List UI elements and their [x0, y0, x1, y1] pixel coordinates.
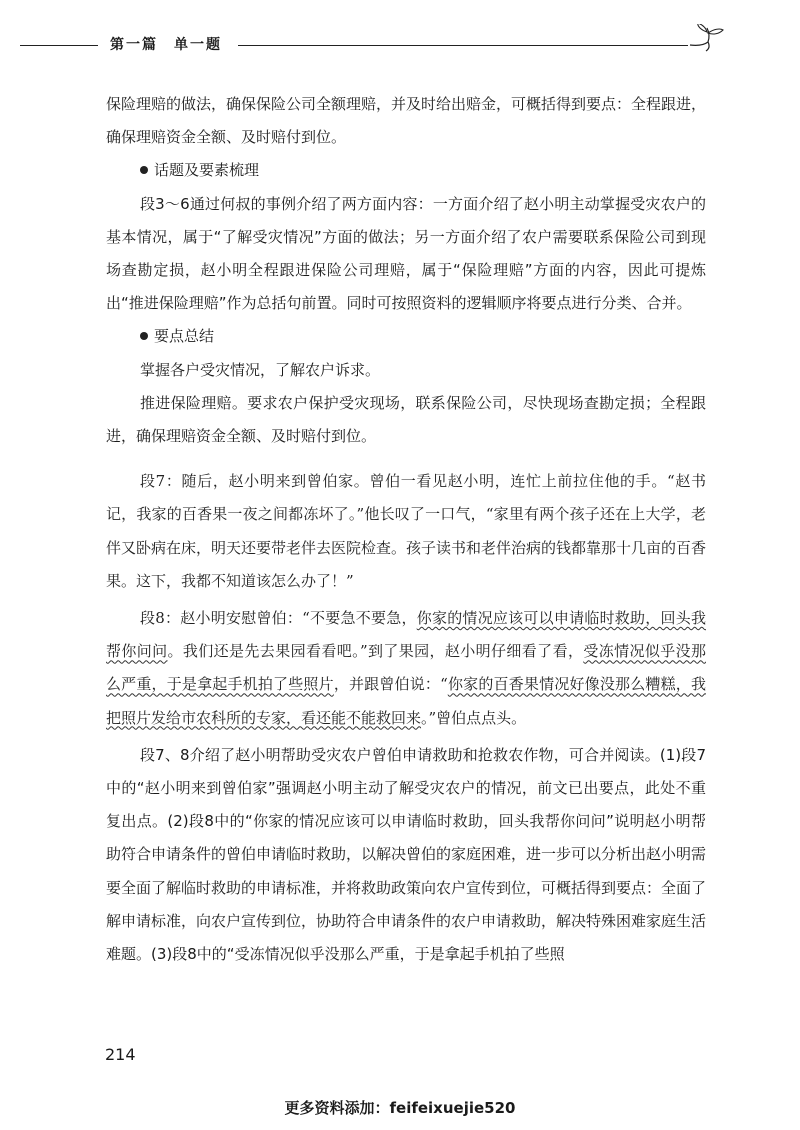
material-paragraph-8: [106, 602, 706, 735]
key-point: 推进保险理赔。要求农户保护受灾现场，联系保险公司，尽快现场查勘定损；全程跟进，确保理赔资金全额、及时赔付到位。: [106, 393, 706, 446]
paragraph: 保险理赔的做法，确保保险公司全额理赔，并及时给出赔金，可概括得到要点：全程跟进，确保理赔资金全额、及时赔付到位。: [106, 95, 707, 147]
header-rule-right: [238, 45, 688, 46]
subheading-text: 话题及要素梳理: [154, 161, 260, 180]
header-rule-left: [20, 45, 98, 46]
footer-note: 更多资料添加：feifeixuejie520: [284, 1099, 516, 1117]
text-run: 。我们还是先去果园看看吧。”到了果园，赵小明仔细看了看，: [167, 642, 584, 661]
text-run: 段8：赵小明安慰曾伯：“不要急不要急，: [140, 609, 417, 628]
analysis-paragraph: 段7、8介绍了赵小明帮助受灾农户曾伯申请救助和抢救农作物，可合并阅读。(1)段7中的“赵小明来到曾伯家”强调赵小明主动了解受灾农户的情况，前文已出要点，此处不重复出点。(2)段8中的“你家的情况应该可以申请临时救助，回头我帮你问问”说明赵小明帮助符合申请条件的曾伯申请临时救助，以解决曾伯的家庭困难，进一步可以分析出赵小明需要全面了解临时救助的申请标准，并将救助政策向农户宣传到位，可概括得到要点：全面了解申请标准，向农户宣传到位，协助符合申请条件的农户申请救助，解决特殊困难家庭生活难题。(3)段8中的“受冻情况似乎没那么严重，于是拿起手机拍了些照: [106, 745, 707, 964]
subheading-text: 要点总结: [154, 327, 215, 346]
page-number: 214: [105, 1045, 136, 1064]
running-header: [20, 30, 720, 60]
wavy-underlined-text: 你家的百香果情况好像没那么糟糕，我把照片发给市农科所的专家，看还能不能救回来: [106, 675, 706, 727]
sprout-icon: [688, 24, 732, 54]
key-point: 掌握各户受灾情况，了解农户诉求。: [140, 360, 381, 379]
section-title: 第一篇 单一题: [110, 37, 222, 53]
text-run: 。”曾伯点点头。: [421, 708, 527, 727]
subheading-summary: [106, 320, 706, 353]
text-run: ，并跟曾伯说：“: [333, 675, 448, 694]
subheading-topic: [106, 154, 706, 187]
bullet-dot: [140, 166, 148, 174]
material-paragraph-7: 段7：随后，赵小明来到曾伯家。曾伯一看见赵小明，连忙上前拉住他的手。“赵书记，我家的百香果一夜之间都冻坏了。”他长叹了一口气，“家里有两个孩子还在上大学，老伴又卧病在床，明天还要带老伴去医院检查。孩子读书和老伴治病的钱都靠那十几亩的百香果。这下，我都不知道该怎么办了！”: [106, 472, 707, 590]
bullet-dot: [140, 332, 148, 340]
wavy-underlined-text: 受冻情况似乎没那么严重，于是拿起手机拍了些照片: [106, 642, 706, 694]
paragraph: 段3～6通过何叔的事例介绍了两方面内容：一方面介绍了赵小明主动掌握受灾农户的基本情况，属于“了解受灾情况”方面的做法；另一方面介绍了农户需要联系保险公司到现场查勘定损，赵小明全程跟进保险公司理赔，属于“保险理赔”方面的内容，因此可提炼出“推进保险理赔”作为总括句前置。同时可按照资料的逻辑顺序将要点进行分类、合并。: [106, 194, 706, 313]
wavy-underlined-text: 你家的情况应该可以申请临时救助，回头我帮你问问: [106, 609, 706, 661]
page-content: [106, 88, 706, 971]
